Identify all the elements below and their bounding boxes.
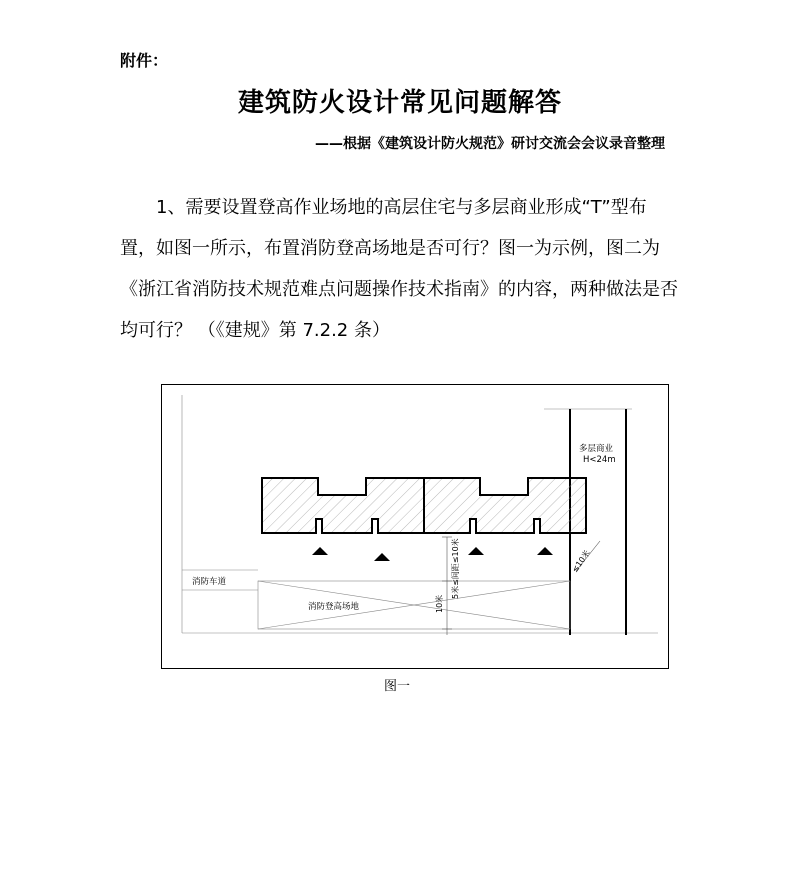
distance-range-label: 5米≤间距≤10米 xyxy=(451,538,460,599)
max-distance-label: ≤10米 xyxy=(570,548,592,575)
attachment-label: 附件： xyxy=(120,51,169,70)
residential-unit-1 xyxy=(262,478,424,533)
figure-caption: 图一 xyxy=(384,679,411,694)
question-paragraph: 1、需要设置登高作业场地的高层住宅与多层商业形成“T”型布置，如图一所示，布置消防登高场地是否可行？图一为示例，图二为《浙江省消防技术规范难点问题操作技术指南》的内容，两种做法是否均可行？ （《建规》第 7.2.2 条） xyxy=(120,197,678,341)
rescue-site-label: 消防登高场地 xyxy=(308,602,360,612)
site-plan-drawing xyxy=(162,385,670,670)
commercial-name-label: 多层商业 xyxy=(579,444,614,454)
entrance-marker-3 xyxy=(468,547,484,555)
document-title: 建筑防火设计常见问题解答 xyxy=(237,88,562,118)
residential-unit-2 xyxy=(424,478,586,533)
entrance-marker-4 xyxy=(537,547,553,555)
entrance-marker-1 xyxy=(312,547,328,555)
entrance-marker-2 xyxy=(374,553,390,561)
commercial-height-label: H<24m xyxy=(583,455,616,465)
fire-road-label: 消防车道 xyxy=(192,577,227,587)
figure-diagram xyxy=(161,384,669,669)
site-width-label: 10米 xyxy=(435,594,444,613)
document-subtitle: ——根据《建筑设计防火规范》研讨交流会会议录音整理 xyxy=(315,136,665,152)
